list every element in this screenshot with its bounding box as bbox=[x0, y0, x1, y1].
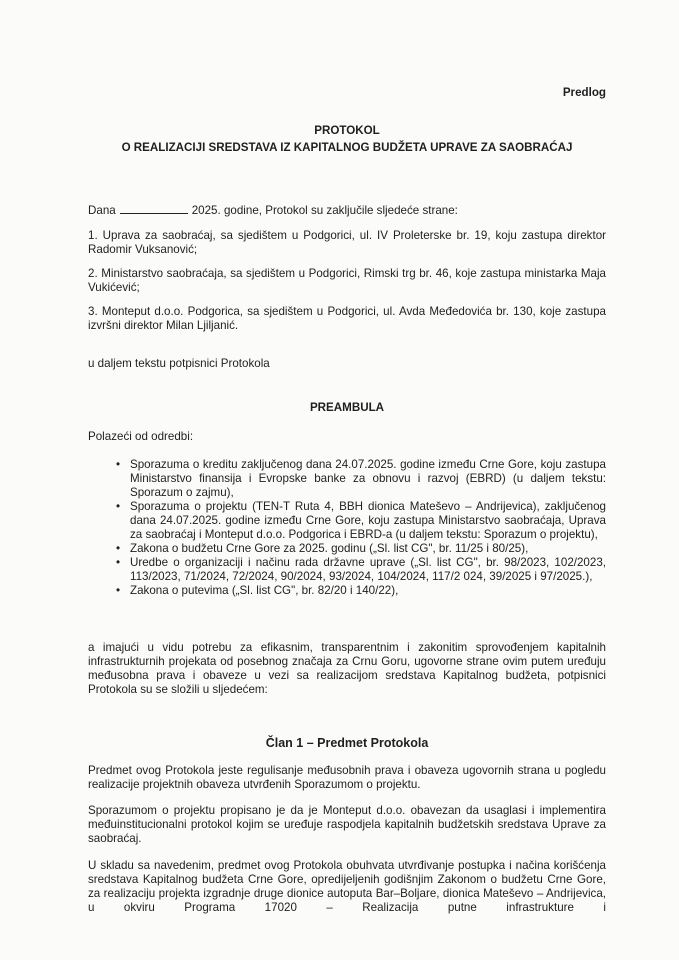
bullet-icon: • bbox=[116, 584, 121, 597]
preamble-closing: a imajući u vidu potrebu za efikasnim, transparentnim i zakonitim sprovođenjem kapitalnih infrastrukturnih projekata od posebnog značaja za Crnu Goru, ugovorne strane ovim putem uređuju međusobna prava i obaveze u vezi sa realizacijom sredstava Kapitalnog budžeta, potpisnici Protokola su se složili u sljedećem: bbox=[88, 641, 606, 696]
list-item-text: Zakona o putevima („Sl. list CG", br. 82/20 i 140/22), bbox=[130, 584, 399, 597]
intro-prefix: Dana bbox=[88, 204, 116, 217]
bullet-icon: • bbox=[116, 542, 121, 555]
preamble-heading: PREAMBULA bbox=[309, 401, 385, 414]
list-item-text: Sporazuma o projektu (TEN-T Ruta 4, BBH dionica Mateševo – Andrijevica), zaključenog dana 24.07.2025. godine između Crne Gore, koju zastupa Ministarstvo saobraćaja, Uprava za saobraćaj i Monteput d.o.o. Podgorica i EBRD-a (u daljem tekstu: Sporazum o projektu), bbox=[130, 500, 606, 541]
preamble-lead: Polazeći od odredbi: bbox=[88, 430, 194, 443]
article-1-heading: Član 1 – Predmet Protokola bbox=[265, 736, 429, 750]
party-2: 2. Ministarstvo saobraćaja, sa sjedištem u Podgorici, Rimski trg br. 46, koje zastupa ministarka Maja Vukićević; bbox=[88, 267, 606, 294]
list-item bbox=[88, 458, 606, 500]
parties-note: u daljem tekstu potpisnici Protokola bbox=[88, 357, 270, 370]
list-item bbox=[88, 500, 606, 542]
date-blank bbox=[120, 203, 188, 214]
party-1: 1. Uprava za saobraćaj, sa sjedištem u Podgorici, ul. IV Proleterske br. 19, koju zastupa direktor Radomir Vuksanović; bbox=[88, 229, 606, 256]
draft-label: Predlog bbox=[562, 86, 606, 99]
party-3: 3. Monteput d.o.o. Podgorica, sa sjedištem u Podgorici, ul. Avda Međedovića br. 130, koje zastupa izvršni direktor Milan Ljiljanić. bbox=[88, 305, 606, 332]
list-item bbox=[88, 556, 606, 584]
article-1-paragraph-3: U skladu sa navedenim, predmet ovog Protokola obuhvata utvrđivanje postupka i načina korišćenja sredstava Kapitalnog budžeta Crne Gore, opredijeljenih godišnjim Zakonom o budžetu Crne Gore, za realizaciju projekta izgradnje druge dionice autoputa Bar–Boljare, dionica Mateševo – Andrijevica, u okviru Programa 17020 – Realizacija putne infrastrukture i bbox=[88, 859, 606, 914]
list-item bbox=[88, 584, 606, 598]
preamble-list bbox=[88, 458, 606, 598]
list-item-text: Sporazuma o kreditu zaključenog dana 24.07.2025. godine između Crne Gore, koju zastupa Ministarstvo finansija i Evropske banke za obnovu i razvoj (EBRD) (u daljem tekstu: Sporazum o zajmu), bbox=[130, 458, 606, 499]
bullet-icon: • bbox=[116, 458, 121, 471]
intro-line bbox=[88, 203, 606, 218]
list-item bbox=[88, 542, 606, 556]
document-title-line1: PROTOKOL bbox=[314, 124, 380, 137]
document-title-line2: O REALIZACIJI SREDSTAVA IZ KAPITALNOG BUDŽETA UPRAVE ZA SAOBRAĆAJ bbox=[121, 141, 573, 154]
bullet-icon: • bbox=[116, 500, 121, 513]
article-1-paragraph-1: Predmet ovog Protokola jeste regulisanje međusobnih prava i obaveza ugovornih strana u pogledu realizacije projektnih obaveza utvrđenih Sporazumom o projektu. bbox=[88, 764, 606, 791]
intro-suffix: 2025. godine, Protokol su zaključile sljedeće strane: bbox=[191, 204, 458, 217]
bullet-icon: • bbox=[116, 556, 121, 569]
article-1-paragraph-2: Sporazumom o projektu propisano je da je Monteput d.o.o. obavezan da usaglasi i implementira međuinstitucionalni protokol kojim se uređuje raspodjela kapitalnih budžetskih sredstava Uprave za saobraćaj. bbox=[88, 804, 606, 845]
list-item-text: Zakona o budžetu Crne Gore za 2025. godinu („Sl. list CG", br. 11/25 i 80/25), bbox=[130, 542, 529, 555]
list-item-text: Uredbe o organizaciji i načinu rada državne uprave („Sl. list CG", br. 98/2023, 102/2023, 113/2023, 71/2024, 72/2024, 90/2024, 93/2024, 104/2024, 117/2 024, 39/2025 i 97/2025.), bbox=[130, 556, 606, 583]
